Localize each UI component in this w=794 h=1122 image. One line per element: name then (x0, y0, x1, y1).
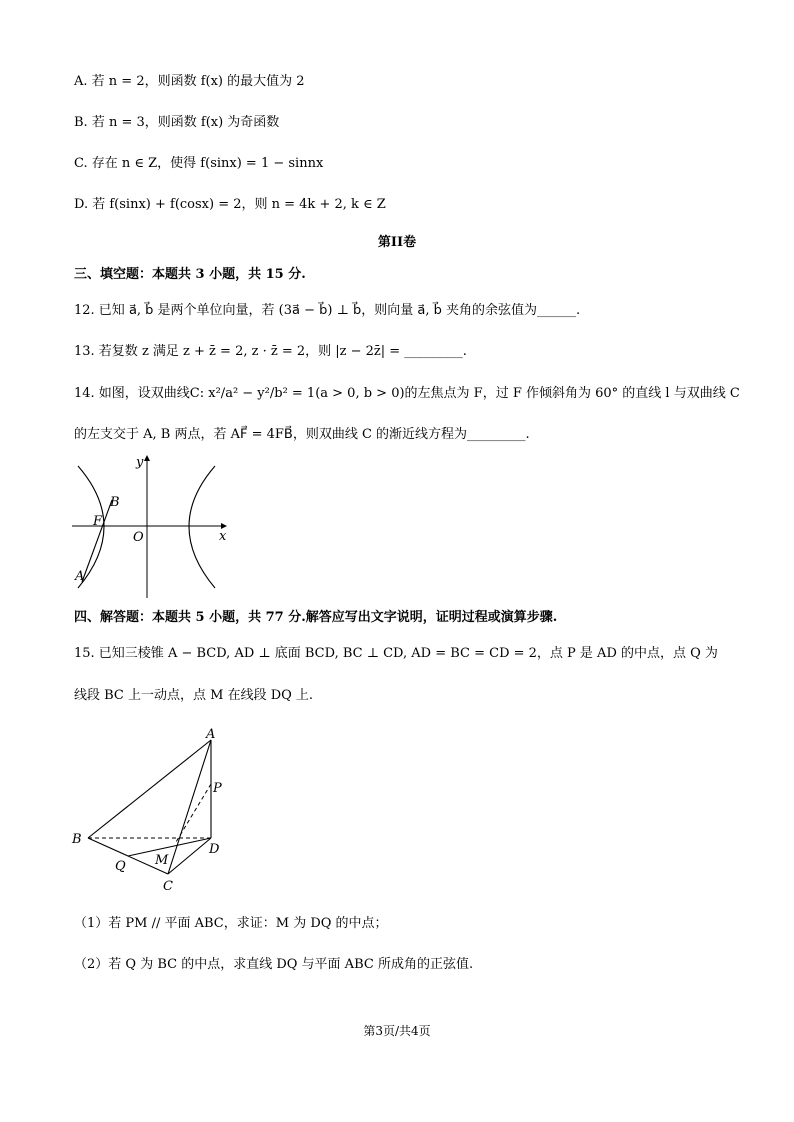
label-A: A (206, 727, 216, 742)
page-footer: 第3页/共4页 (363, 1024, 431, 1038)
pyramid-figure (66, 722, 246, 894)
option-c: C. 存在 n ∈ Z，使得 f(sinx) = 1 − sinnx (74, 156, 324, 171)
label-B: B (110, 495, 120, 510)
sub-question-1: （1）若 PM // 平面 ABC，求证：M 为 DQ 的中点； (74, 916, 388, 931)
label-y: y (136, 455, 144, 470)
label-C: C (163, 879, 173, 894)
label-O: O (133, 530, 144, 545)
edge-AB (88, 740, 211, 838)
line-l (82, 500, 112, 582)
label-D: D (209, 842, 220, 857)
label-F: F (93, 514, 103, 529)
label-B: B (72, 832, 82, 847)
hyperbola-figure (60, 450, 240, 600)
sub-question-2: （2）若 Q 为 BC 的中点，求直线 DQ 与平面 ABC 所成角的正弦值. (74, 957, 474, 972)
label-P: P (213, 781, 222, 796)
label-M: M (155, 853, 169, 868)
segment-PM (176, 784, 211, 842)
question-13: 13. 若复数 z 满足 z + z̄ = 2, z · z̄ = 2，则 |z − 2z̄| = _________. (74, 344, 467, 359)
question-15-line1: 15. 已知三棱锥 A − BCD, AD ⊥ 底面 BCD, BC ⊥ CD, AD = BC = CD = 2，点 P 是 AD 的中点，点 Q 为 (74, 646, 718, 661)
volume-title: 第II卷 (377, 235, 417, 250)
question-14-line1: 14. 如图，设双曲线C: x²/a² − y²/b² = 1(a > 0, b > 0)的左焦点为 F，过 F 作倾斜角为 60° 的直线 l 与双曲线 C (74, 386, 740, 401)
question-15-line2: 线段 BC 上一动点，点 M 在线段 DQ 上. (74, 688, 314, 703)
section4-title: 四、解答题：本题共 5 小题，共 77 分.解答应写出文字说明，证明过程或演算步骤. (74, 610, 558, 625)
section3-title: 三、填空题：本题共 3 小题，共 15 分. (74, 267, 306, 282)
edge-CD (168, 838, 211, 874)
right-branch (189, 466, 215, 588)
question-12: 12. 已知 a⃗, b⃗ 是两个单位向量，若 (3a⃗ − b⃗) ⊥ b⃗，则向量 a⃗, b⃗ 夹角的余弦值为______. (74, 303, 581, 318)
option-b: B. 若 n = 3，则函数 f(x) 为奇函数 (74, 115, 280, 130)
segment-DQ (128, 838, 211, 856)
edge-AC (168, 740, 211, 874)
label-A: A (75, 569, 85, 584)
option-a: A. 若 n = 2，则函数 f(x) 的最大值为 2 (74, 74, 305, 89)
option-d: D. 若 f(sinx) + f(cosx) = 2，则 n = 4k + 2, k ∈ Z (74, 197, 386, 212)
question-14-line2: 的左支交于 A, B 两点，若 AF⃗ = 4FB⃗，则双曲线 C 的渐近线方程为_________. (74, 427, 530, 442)
label-Q: Q (115, 859, 126, 874)
label-x: x (219, 529, 227, 544)
